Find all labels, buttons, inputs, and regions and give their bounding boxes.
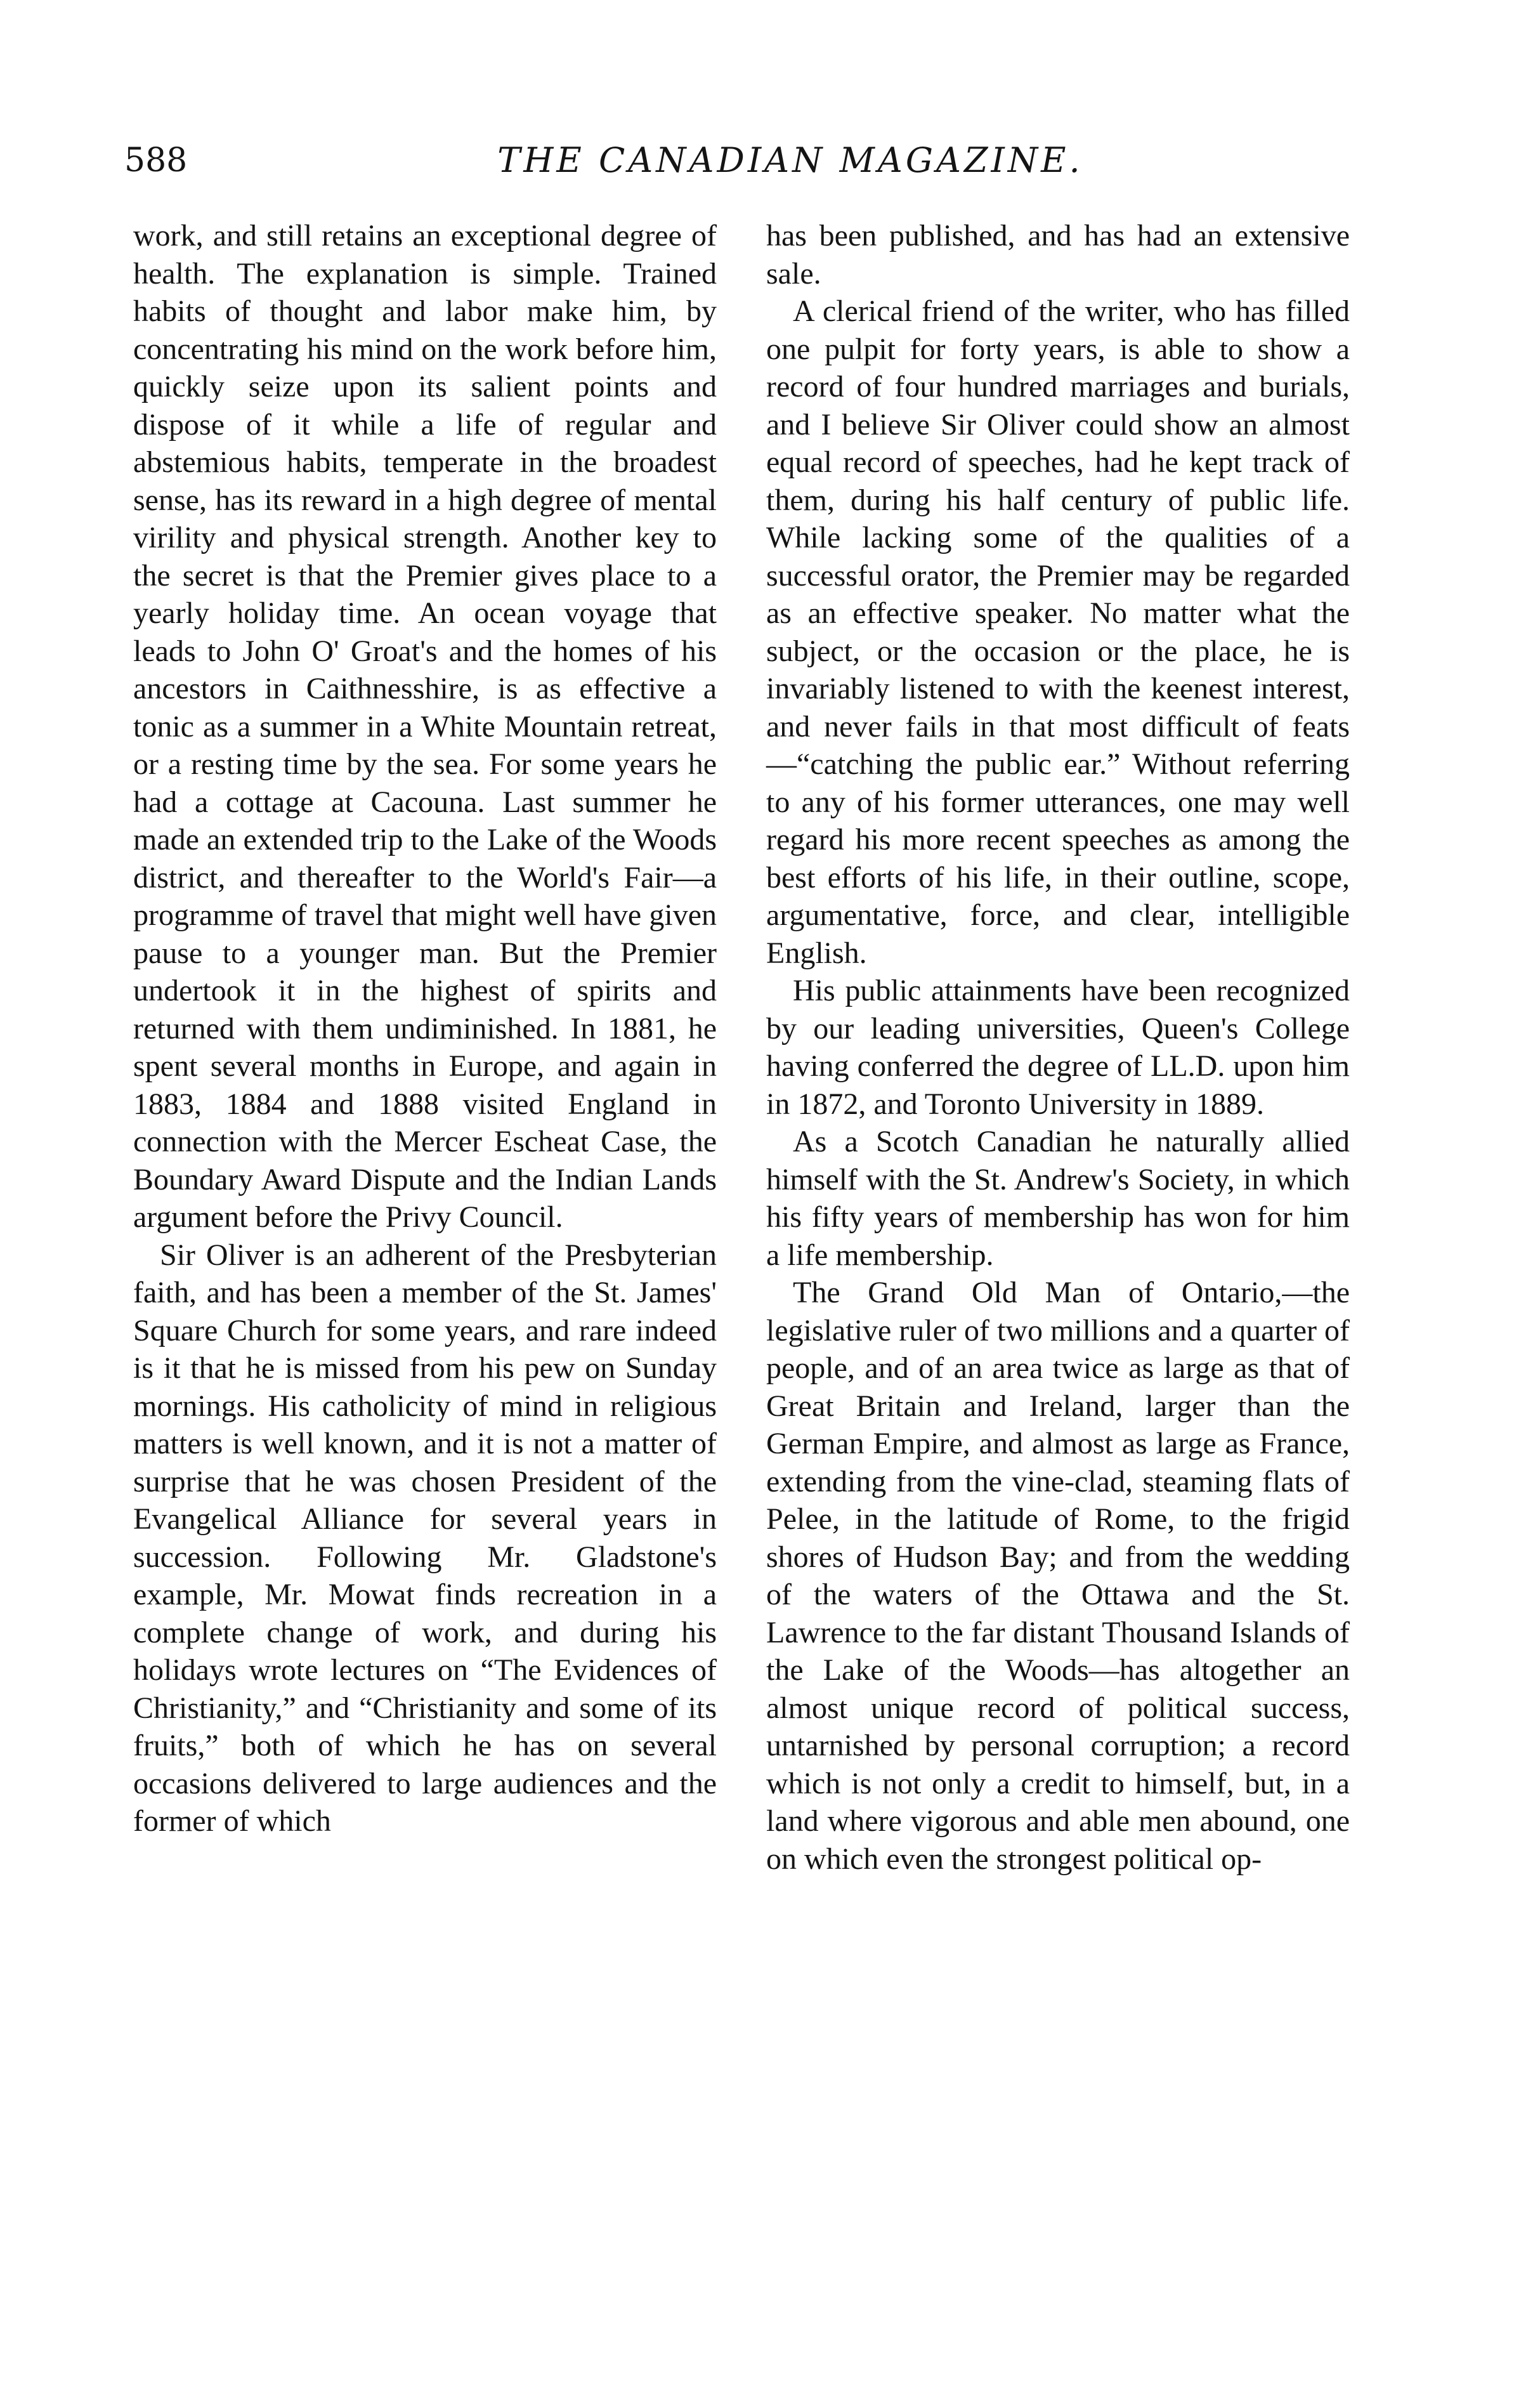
- page-header: [124, 132, 1380, 189]
- paragraph: The Grand Old Man of Ontario,—the legislative ruler of two millions and a quarter of people, and of an area twice as large as that of Great Britain and Ireland, larger than the German Empire, and almost as large as France, extending from the vine-clad, steaming flats of Pelee, in the latitude of Rome, to the frigid shores of Hudson Bay; and from the wedding of the waters of the Ottawa and the St. Lawrence to the far distant Thousand Islands of the Lake of the Woods—has altogether an almost unique record of political success, untarnished by personal corruption; a record which is not only a credit to himself, but, in a land where vigorous and able men abound, one on which even the strongest political op-: [766, 1276, 1350, 1876]
- page-number: 588: [124, 141, 188, 180]
- paragraph: His public attainments have been recognized by our leading universities, Queen's College having conferred the degree of LL.D. upon him in 1872, and Toronto University in 1889.: [766, 974, 1350, 1121]
- left-column: [133, 217, 717, 1840]
- paragraph: As a Scotch Canadian he naturally allied himself with the St. Andrew's Society, in which his fifty years of membership has won for him a life membership.: [766, 1125, 1350, 1272]
- paragraph: has been published, and has had an extensive sale.: [766, 219, 1350, 291]
- paragraph: A clerical friend of the writer, who has filled one pulpit for forty years, is able to show a record of four hundred marriages and burials, and I believe Sir Oliver could show an almost equal record of speeches, had he kept track of them, during his half century of public life. While lacking some of the qualities of a successful orator, the Premier may be regarded as an effective speaker. No matter what the subject, or the occasion or the place, he is invariably listened to with the keenest interest, and never fails in that most difficult of feats—“catching the public ear.” Without referring to any of his former utterances, one may well regard his more recent speeches as among the best efforts of his life, in their outline, scope, argumentative, force, and clear, intelligible English.: [766, 294, 1350, 970]
- running-title: THE CANADIAN MAGAZINE.: [497, 140, 1083, 180]
- right-column: [766, 217, 1350, 1878]
- paragraph: Sir Oliver is an adherent of the Presbyterian faith, and has been a member of the St. James' Square Church for some years, and rare indeed is it that he is missed from his pew on Sunday mornings. His catholicity of mind in religious matters is well known, and it is not a matter of surprise that he was chosen President of the Evangelical Alliance for several years in succession. Following Mr. Gladstone's example, Mr. Mowat finds recreation in a complete change of work, and during his holidays wrote lectures on “The Evidences of Christianity,” and “Christianity and some of its fruits,” both of which he has on several occasions delivered to large audiences and the former of which: [133, 1238, 717, 1838]
- paragraph: work, and still retains an exceptional degree of health. The explanation is simple. Trained habits of thought and labor make him, by concentrating his mind on the work before him, quickly seize upon its salient points and dispose of it while a life of regular and abstemious habits, temperate in the broadest sense, has its reward in a high degree of mental virility and physical strength. Another key to the secret is that the Premier gives place to a yearly holiday time. An ocean voyage that leads to John O' Groat's and the homes of his ancestors in Caithnesshire, is as effective a tonic as a summer in a White Mountain retreat, or a resting time by the sea. For some years he had a cottage at Cacouna. Last summer he made an extended trip to the Lake of the Woods district, and thereafter to the World's Fair—a programme of travel that might well have given pause to a younger man. But the Premier undertook it in the highest of spirits and returned with them undiminished. In 1881, he spent several months in Europe, and again in 1883, 1884 and 1888 visited England in connection with the Mercer Escheat Case, the Boundary Award Dispute and the Indian Lands argument before the Privy Council.: [133, 219, 717, 1234]
